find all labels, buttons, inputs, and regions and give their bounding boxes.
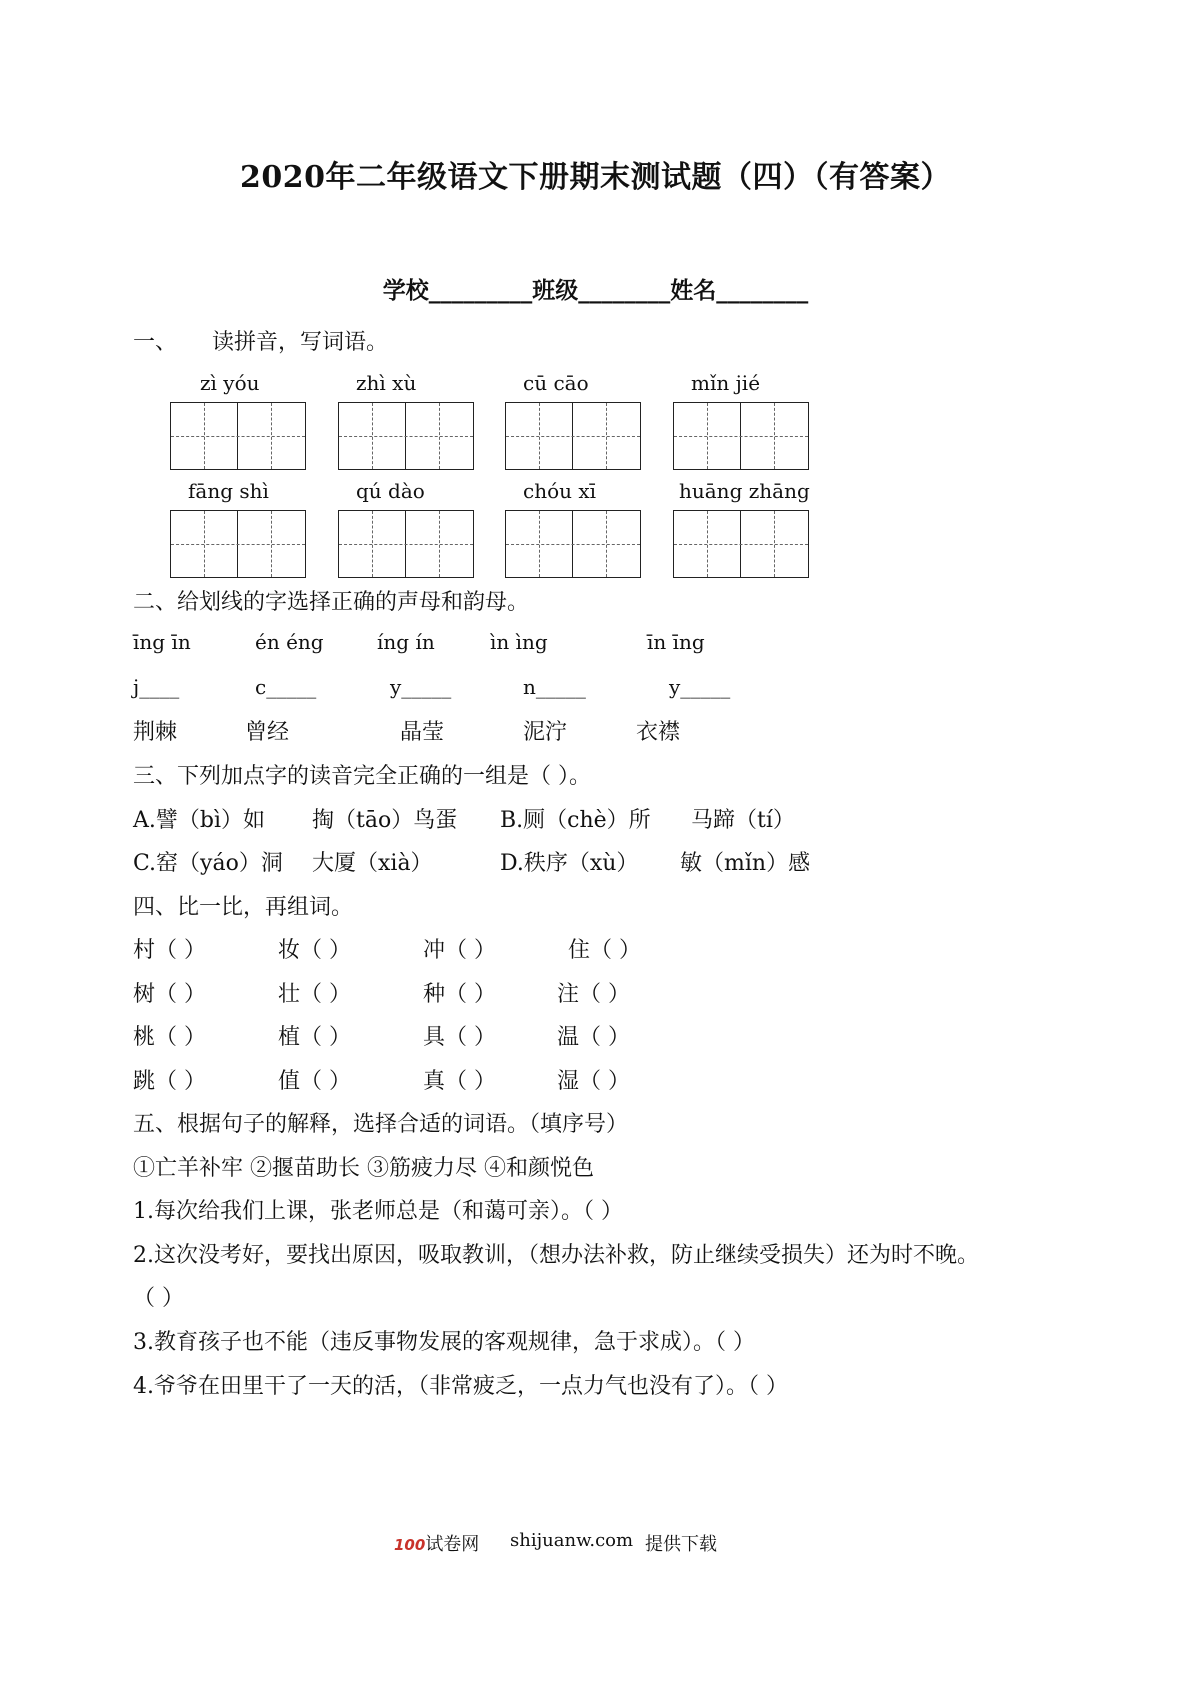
footer-url[interactable]: shijuanw.com <box>510 1530 634 1551</box>
pinyin-label: mǐn jié <box>691 371 761 395</box>
pinyin-label: cū cāo <box>523 371 589 395</box>
compare-item: 树（ ） <box>133 982 206 1007</box>
compare-item: 种（ ） <box>423 982 496 1007</box>
rhyme-option: īng īn <box>133 630 191 654</box>
student-info-line: 学校_________班级________姓名________ <box>382 277 809 304</box>
answer-blank[interactable]: j____ <box>133 675 180 699</box>
pinyin-label: chóu xī <box>523 479 597 503</box>
answer-blank[interactable]: y_____ <box>669 675 731 699</box>
writing-grid[interactable] <box>673 402 809 470</box>
choice-item: 掏（tāo）鸟蛋 <box>312 808 458 833</box>
word-item: 晶莹 <box>400 720 445 745</box>
answer-blank[interactable]: y_____ <box>390 675 452 699</box>
writing-grid[interactable] <box>505 510 641 578</box>
section-5-title: 五、根据句子的解释，选择合适的词语。（填序号） <box>133 1112 629 1137</box>
word-item: 荆棘 <box>133 720 178 745</box>
rhyme-option: íng ín <box>377 630 435 654</box>
section-2-title: 二、给划线的字选择正确的声母和韵母。 <box>133 590 530 615</box>
writing-grid[interactable] <box>673 510 809 578</box>
word-item: 泥泞 <box>523 720 568 745</box>
compare-item: 温（ ） <box>557 1025 630 1050</box>
answer-blank[interactable]: c_____ <box>255 675 317 699</box>
compare-item: 冲（ ） <box>423 938 496 963</box>
section-3-title: 三、下列加点字的读音完全正确的一组是（ ）。 <box>133 764 591 789</box>
choice-item: A.譬（bì）如 <box>133 808 266 833</box>
question-1: 1.每次给我们上课，张老师总是（和蔼可亲）。（ ） <box>133 1199 623 1224</box>
question-2: 2.这次没考好，要找出原因，吸取教训，（想办法补救，防止继续受损失）还为时不晚。 <box>133 1243 979 1268</box>
footer-site-name: 试卷网 <box>425 1534 480 1555</box>
choice-item: C.窑（yáo）洞 <box>133 851 283 876</box>
section-4-title: 四、比一比，再组词。 <box>133 895 354 920</box>
compare-item: 植（ ） <box>278 1025 351 1050</box>
word-item: 衣襟 <box>636 720 681 745</box>
footer-brand[interactable] <box>394 1530 479 1556</box>
footer-note: 提供下载 <box>645 1534 717 1555</box>
question-4: 4.爷爷在田里干了一天的活，（非常疲乏，一点力气也没有了）。（ ） <box>133 1374 788 1399</box>
page-title: 2020年二年级语文下册期末测试题（四）（有答案） <box>240 160 951 195</box>
pinyin-label: qú dào <box>356 479 425 503</box>
writing-grid[interactable] <box>338 402 474 470</box>
answer-blank[interactable]: n_____ <box>523 675 586 699</box>
word-item: 曾经 <box>245 720 290 745</box>
site-logo: 100 <box>394 1536 426 1554</box>
section-1-number: 一、 <box>133 330 178 355</box>
writing-grid[interactable] <box>170 402 306 470</box>
writing-grid[interactable] <box>505 402 641 470</box>
rhyme-option: ìn ìng <box>490 630 548 654</box>
compare-item: 真（ ） <box>423 1069 496 1094</box>
pinyin-label: huāng zhāng <box>679 479 810 503</box>
writing-grid[interactable] <box>170 510 306 578</box>
compare-item: 妆（ ） <box>278 938 351 963</box>
compare-item: 桃（ ） <box>133 1025 206 1050</box>
question-2-answer-blank[interactable]: （ ） <box>133 1286 184 1311</box>
compare-item: 壮（ ） <box>278 982 351 1007</box>
compare-item: 湿（ ） <box>557 1069 630 1094</box>
idiom-options: ①亡羊补牢 ②揠苗助长 ③筋疲力尽 ④和颜悦色 <box>133 1156 594 1181</box>
rhyme-option: īn īng <box>647 630 705 654</box>
rhyme-option: én éng <box>255 630 324 654</box>
question-3: 3.教育孩子也不能（违反事物发展的客观规律，急于求成）。（ ） <box>133 1330 755 1355</box>
choice-item: D.秩序（xù） <box>500 851 639 876</box>
compare-item: 跳（ ） <box>133 1069 206 1094</box>
compare-item: 村（ ） <box>133 938 206 963</box>
pinyin-label: zì yóu <box>200 371 260 395</box>
pinyin-label: fāng shì <box>188 479 269 503</box>
pinyin-label: zhì xù <box>356 371 417 395</box>
choice-item: 大厦（xià） <box>312 851 433 876</box>
writing-grid[interactable] <box>338 510 474 578</box>
compare-item: 住（ ） <box>568 938 641 963</box>
section-1-title: 读拼音，写词语。 <box>212 330 389 355</box>
choice-item: 敏（mǐn）感 <box>680 851 811 876</box>
compare-item: 值（ ） <box>278 1069 351 1094</box>
choice-item: 马蹄（tí） <box>691 808 795 833</box>
compare-item: 具（ ） <box>423 1025 496 1050</box>
compare-item: 注（ ） <box>557 982 630 1007</box>
choice-item: B.厕（chè）所 <box>500 808 651 833</box>
